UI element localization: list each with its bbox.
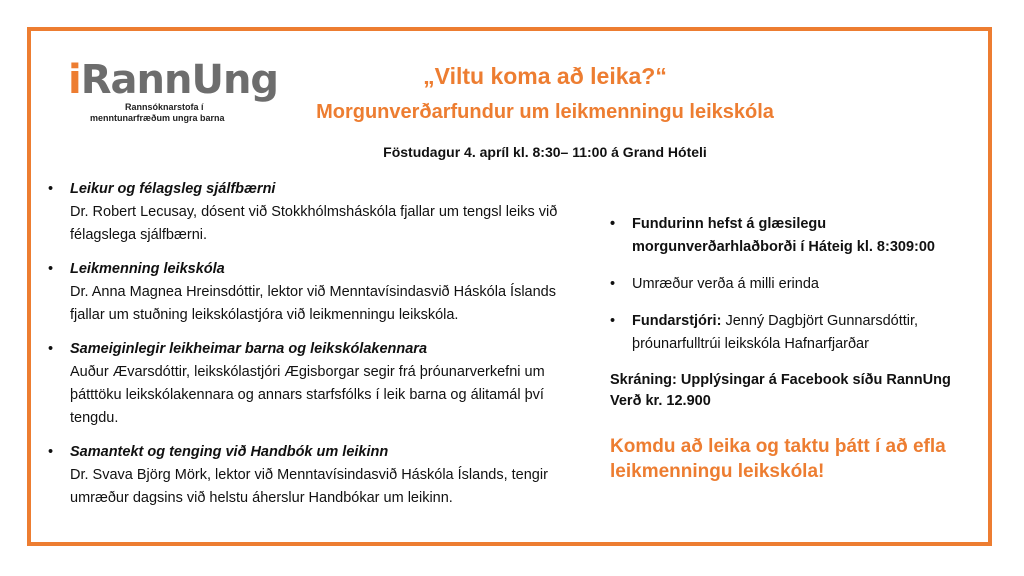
info-chair: • Fundarstjóri: Jenný Dagbjört Gunnarsdóttir, þróunarfulltrúi leikskóla Hafnarfjarðar <box>610 313 919 352</box>
rannung-logo <box>68 57 279 124</box>
info-breakfast: • Fundurinn hefst á glæsilegu morgunverðarhlaðborði í Háteig kl. 8:309:00 <box>610 216 935 255</box>
call-to-action: Komdu að leika og taktu þátt í að efla leikmenningu leikskóla! <box>610 436 946 482</box>
talk-item: • Leikur og félagsleg sjálfbærni Dr. Robert Lecusay, dósent við Stokkhólmsháskóla fjallar um tengsl leiks við félagslega sjálfbærni. <box>48 181 558 243</box>
info-column <box>610 213 980 484</box>
logo-wordmark: iRannUng <box>68 57 279 103</box>
page-subtitle: Morgunverðarfundur um leikmenningu leikskóla <box>316 101 774 123</box>
talk-item: • Sameiginlegir leikheimar barna og leikskólakennara Auður Ævarsdóttir, leikskólastjóri Ægisborgar segir frá þróunarverkefni um þátttöku leikskólakennara og annars starfsfólks í leik barna og álitamál því tengdu. <box>48 341 545 426</box>
event-date: Föstudagur 4. apríl kl. 8:30– 11:00 á Grand Hóteli <box>383 144 707 160</box>
page-title: „Viltu koma að leika?“ <box>423 63 667 89</box>
talk-item: • Leikmenning leikskóla Dr. Anna Magnea Hreinsdóttir, lektor við Menntavísindasvið Háskóla Íslands fjallar um stuðning leikskólastjóra við leikmenningu leikskóla. <box>48 261 556 323</box>
logo-subtitle: Rannsóknarstofa í menntunarfræðum ungra barna <box>90 102 225 123</box>
talk-list <box>48 178 585 510</box>
info-registration: Skráning: Upplýsingar á Facebook síðu RannUng Verð kr. 12.900 <box>610 372 951 409</box>
info-discussion: • Umræður verða á milli erinda <box>610 276 819 292</box>
talk-item: • Samantekt og tenging við Handbók um leikinn Dr. Svava Björg Mörk, lektor við Menntavísindasvið Háskóla Íslands, tengir umræður dagsins við helstu áherslur Handbókar um leikinn. <box>48 444 548 506</box>
